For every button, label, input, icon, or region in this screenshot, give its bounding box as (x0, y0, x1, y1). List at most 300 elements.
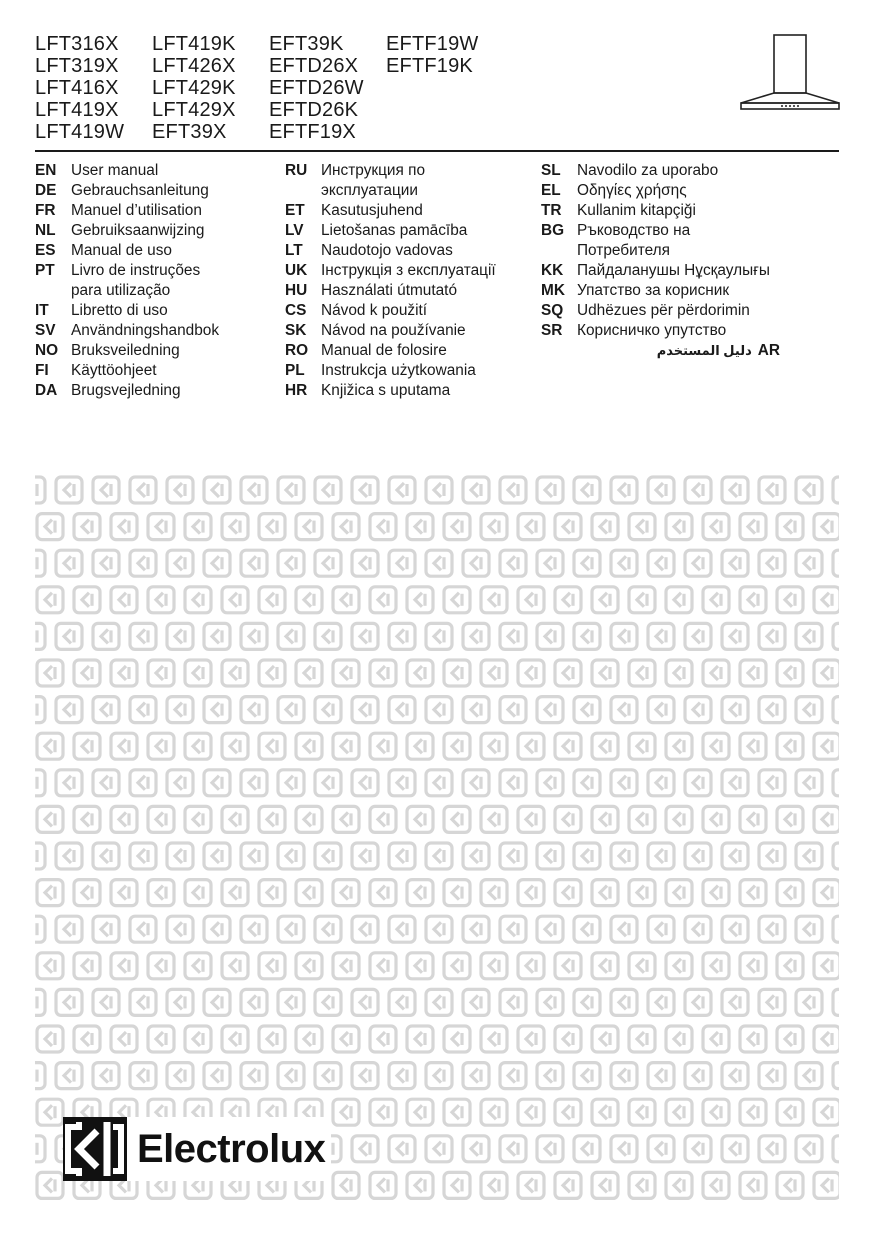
language-label: Livro de instruções (71, 262, 201, 279)
logo-tile (444, 1099, 470, 1125)
logo-tile (37, 880, 63, 906)
cooker-hood-icon (738, 34, 842, 114)
model-number: EFTD26W (269, 77, 364, 99)
logo-tile (722, 770, 748, 796)
logo-tile (74, 880, 100, 906)
logo-tile (315, 916, 341, 942)
logo-tile (167, 1063, 193, 1089)
logo-tile (352, 550, 378, 576)
logo-tile (315, 623, 341, 649)
logo-tile (370, 514, 396, 540)
logo-tile (537, 697, 563, 723)
logo-tile (111, 880, 137, 906)
logo-tile (777, 733, 803, 759)
language-item (35, 221, 219, 241)
logo-tile (833, 1063, 839, 1089)
logo-tile (537, 916, 563, 942)
model-number: EFT39K (269, 33, 344, 55)
logo-tile (333, 733, 359, 759)
logo-tile (426, 1136, 452, 1162)
logo-tile (278, 697, 304, 723)
language-label: эксплуатации (321, 182, 418, 199)
logo-tile (352, 623, 378, 649)
logo-tile (130, 843, 156, 869)
logo-tile (611, 697, 637, 723)
logo-tile (555, 1026, 581, 1052)
logo-tile (241, 550, 267, 576)
logo-tile (111, 733, 137, 759)
logo-tile (167, 770, 193, 796)
language-code: MK (541, 282, 565, 299)
language-label: Libretto di uso (71, 302, 168, 319)
language-code: UK (285, 262, 308, 279)
language-item (541, 201, 780, 221)
language-label: Пайдаланушы Нұсқаулығы (577, 262, 770, 279)
logo-tile (481, 514, 507, 540)
language-item (285, 321, 496, 341)
logo-tile (518, 587, 544, 613)
logo-tile (111, 1026, 137, 1052)
logo-tile (703, 806, 729, 832)
logo-tile (296, 1026, 322, 1052)
logo-tile (666, 1172, 692, 1198)
logo-tile (574, 623, 600, 649)
logo-tile (56, 916, 82, 942)
language-code: HU (285, 282, 308, 299)
language-label: Användningshandbok (71, 322, 220, 339)
logo-tile (518, 660, 544, 686)
logo-tile (722, 1063, 748, 1089)
model-number: EFTF19W (386, 33, 479, 55)
logo-tile (185, 806, 211, 832)
logo-tile (481, 880, 507, 906)
logo-tile (463, 1063, 489, 1089)
logo-tile (833, 550, 839, 576)
logo-tile (389, 1136, 415, 1162)
language-item (541, 301, 780, 321)
logo-tile (407, 953, 433, 979)
logo-tile (444, 1172, 470, 1198)
logo-tile (592, 660, 618, 686)
logo-tile (703, 1172, 729, 1198)
logo-tile (685, 623, 711, 649)
language-item (285, 221, 496, 241)
language-label: Návod k použití (321, 302, 428, 319)
logo-tile (278, 843, 304, 869)
logo-tile (426, 989, 452, 1015)
logo-tile (56, 697, 82, 723)
logo-tile (56, 770, 82, 796)
logo-tile (555, 1099, 581, 1125)
logo-tile (259, 953, 285, 979)
logo-tile (185, 587, 211, 613)
logo-tile (814, 1026, 839, 1052)
logo-tile (629, 1099, 655, 1125)
language-code: EL (541, 182, 561, 199)
logo-tile (370, 1026, 396, 1052)
language-code: PT (35, 262, 55, 279)
logo-tile (370, 806, 396, 832)
logo-tile (93, 770, 119, 796)
logo-tile (333, 806, 359, 832)
logo-tile (56, 1063, 82, 1089)
logo-tile (833, 989, 839, 1015)
logo-tile (148, 514, 174, 540)
logo-tile (35, 916, 45, 942)
logo-tile (444, 880, 470, 906)
logo-tile (796, 1136, 822, 1162)
logo-tile (352, 477, 378, 503)
logo-tile (648, 623, 674, 649)
logo-tile (93, 1063, 119, 1089)
logo-tile (685, 1136, 711, 1162)
logo-tile (685, 843, 711, 869)
logo-tile (481, 1026, 507, 1052)
logo-tile (222, 1026, 248, 1052)
electrolux-logo (63, 1117, 331, 1181)
logo-tile (352, 916, 378, 942)
logo-tile (796, 697, 822, 723)
logo-tile (685, 477, 711, 503)
language-item (35, 181, 219, 201)
logo-tile (592, 514, 618, 540)
logo-tile (537, 550, 563, 576)
language-code: ES (35, 242, 56, 259)
language-code: LV (285, 222, 304, 239)
logo-tile (278, 770, 304, 796)
language-label: Használati útmutató (321, 282, 458, 299)
language-label: Οδηγίες χρήσης (577, 182, 687, 199)
language-item (35, 301, 219, 321)
logo-tile (759, 770, 785, 796)
logo-tile (241, 697, 267, 723)
logo-tile (648, 477, 674, 503)
logo-tile (722, 697, 748, 723)
logo-tile (148, 1026, 174, 1052)
logo-tile (592, 733, 618, 759)
language-label: Ръководство на (577, 222, 691, 239)
logo-tile (204, 770, 230, 796)
logo-tile (611, 843, 637, 869)
logo-tile (463, 1136, 489, 1162)
logo-tile (814, 953, 839, 979)
logo-tile (759, 1063, 785, 1089)
logo-tile (389, 843, 415, 869)
logo-tile (500, 989, 526, 1015)
logo-tile (407, 733, 433, 759)
logo-tile (740, 880, 766, 906)
logo-tile (722, 477, 748, 503)
logo-tile (833, 1136, 839, 1162)
logo-tile (111, 953, 137, 979)
language-code: FR (35, 202, 56, 219)
logo-tile (389, 916, 415, 942)
logo-tile (592, 806, 618, 832)
logo-tile (833, 843, 839, 869)
logo-tile (500, 697, 526, 723)
logo-tile (703, 733, 729, 759)
logo-tile (722, 1136, 748, 1162)
model-number: LFT419W (35, 121, 125, 143)
logo-tile (740, 733, 766, 759)
language-item (285, 301, 496, 321)
logo-tile (278, 1063, 304, 1089)
language-label: Manual de uso (71, 242, 172, 259)
logo-tile (426, 550, 452, 576)
logo-tile (814, 806, 839, 832)
logo-tile (481, 733, 507, 759)
logo-tile (685, 770, 711, 796)
logo-tile (389, 1063, 415, 1089)
logo-tile (629, 514, 655, 540)
language-code: FI (35, 362, 49, 379)
logo-tile (629, 880, 655, 906)
logo-tile (204, 550, 230, 576)
language-item (541, 321, 780, 341)
logo-tile (389, 623, 415, 649)
language-item (285, 341, 496, 361)
logo-tile (703, 660, 729, 686)
logo-tile (740, 1026, 766, 1052)
model-number: EFTD26X (269, 55, 359, 77)
logo-tile (611, 477, 637, 503)
logo-tile (537, 1136, 563, 1162)
logo-tile (315, 697, 341, 723)
language-code: NO (35, 342, 59, 359)
language-item (541, 161, 780, 181)
logo-tile (537, 770, 563, 796)
logo-tile (740, 587, 766, 613)
logo-tile (35, 623, 45, 649)
logo-tile (666, 660, 692, 686)
logo-tile (833, 477, 839, 503)
logo-tile (407, 660, 433, 686)
header-divider (35, 150, 839, 152)
language-item (541, 221, 780, 241)
logo-tile (814, 880, 839, 906)
logo-tile (648, 843, 674, 869)
logo-tile (666, 806, 692, 832)
logo-tile (93, 623, 119, 649)
logo-tile (611, 550, 637, 576)
model-number: LFT419X (35, 99, 119, 121)
logo-tile (463, 477, 489, 503)
logo-tile (315, 989, 341, 1015)
logo-tile (204, 697, 230, 723)
language-label: User manual (71, 162, 159, 179)
logo-tile (222, 660, 248, 686)
language-code: EN (35, 162, 57, 179)
model-list (35, 33, 503, 143)
logo-tile (833, 623, 839, 649)
logo-tile (648, 989, 674, 1015)
language-column (35, 161, 219, 401)
logo-tile (796, 550, 822, 576)
electrolux-logo-pattern (35, 472, 839, 1204)
logo-tile (93, 916, 119, 942)
logo-tile (35, 1063, 45, 1089)
logo-tile (518, 880, 544, 906)
logo-tile (740, 660, 766, 686)
model-number: EFTF19K (386, 55, 473, 77)
logo-tile (389, 989, 415, 1015)
language-label: Gebrauchsanleitung (71, 182, 209, 199)
logo-tile (611, 770, 637, 796)
language-label: Kasutusjuhend (321, 202, 423, 219)
logo-tile (389, 477, 415, 503)
logo-tile (167, 550, 193, 576)
logo-tile (518, 1172, 544, 1198)
logo-tile (648, 770, 674, 796)
logo-tile (574, 1136, 600, 1162)
logo-tile (703, 953, 729, 979)
logo-tile (648, 550, 674, 576)
logo-tile (370, 1099, 396, 1125)
language-code: ET (285, 202, 305, 219)
language-item (285, 381, 496, 401)
logo-tile (35, 770, 45, 796)
logo-tile (333, 1172, 359, 1198)
logo-tile (537, 477, 563, 503)
language-code: RU (285, 162, 308, 179)
logo-tile (777, 880, 803, 906)
logo-tile (426, 477, 452, 503)
electrolux-logo-icon (63, 1117, 127, 1181)
logo-tile (315, 1063, 341, 1089)
logo-tile (130, 697, 156, 723)
language-label: Упатство за корисник (577, 282, 730, 299)
logo-tile (35, 697, 45, 723)
logo-tile (463, 989, 489, 1015)
logo-tile (537, 843, 563, 869)
logo-tile (37, 660, 63, 686)
logo-tile (740, 514, 766, 540)
logo-tile (796, 843, 822, 869)
logo-tile (315, 770, 341, 796)
language-label: Knjižica s uputama (321, 382, 451, 399)
logo-tile (167, 843, 193, 869)
logo-tile (592, 953, 618, 979)
logo-tile (444, 587, 470, 613)
logo-tile (611, 1063, 637, 1089)
logo-tile (148, 733, 174, 759)
language-code: SL (541, 162, 561, 179)
logo-tile (426, 916, 452, 942)
logo-tile (648, 1136, 674, 1162)
logo-tile (259, 733, 285, 759)
logo-tile (93, 697, 119, 723)
logo-tile (759, 843, 785, 869)
logo-tile (130, 989, 156, 1015)
logo-tile (111, 587, 137, 613)
logo-tile (685, 1063, 711, 1089)
logo-tile (204, 843, 230, 869)
logo-tile (796, 989, 822, 1015)
logo-tile (426, 697, 452, 723)
logo-tile (481, 1099, 507, 1125)
logo-tile (74, 587, 100, 613)
logo-tile (481, 587, 507, 613)
logo-tile (148, 660, 174, 686)
language-item (35, 261, 219, 281)
logo-tile (666, 733, 692, 759)
model-number: LFT429X (152, 99, 236, 121)
logo-tile (35, 550, 45, 576)
language-label: دليل المستخدم (656, 343, 752, 358)
logo-tile (666, 514, 692, 540)
logo-tile (722, 989, 748, 1015)
logo-tile (130, 550, 156, 576)
logo-tile (56, 550, 82, 576)
logo-tile (500, 623, 526, 649)
logo-tile (241, 916, 267, 942)
logo-tile (296, 880, 322, 906)
language-item (285, 261, 496, 281)
logo-tile (463, 770, 489, 796)
logo-tile (296, 806, 322, 832)
language-code (541, 241, 577, 261)
logo-tile (537, 623, 563, 649)
language-code: DE (35, 182, 57, 199)
logo-tile (518, 806, 544, 832)
language-label: Корисничко упутство (577, 322, 727, 339)
language-item (35, 341, 219, 361)
logo-tile (111, 514, 137, 540)
logo-tile (278, 989, 304, 1015)
logo-tile (666, 880, 692, 906)
logo-tile (352, 843, 378, 869)
logo-tile (444, 514, 470, 540)
logo-tile (37, 733, 63, 759)
logo-tile (685, 916, 711, 942)
logo-tile (592, 1099, 618, 1125)
logo-tile (703, 1099, 729, 1125)
logo-tile (629, 953, 655, 979)
logo-tile (574, 550, 600, 576)
language-label: Потребителя (577, 242, 670, 259)
brand-name: Electrolux (137, 1127, 326, 1171)
logo-tile (37, 514, 63, 540)
logo-tile (259, 1026, 285, 1052)
logo-tile (130, 916, 156, 942)
logo-tile (833, 916, 839, 942)
language-code: RO (285, 342, 309, 359)
logo-tile (185, 514, 211, 540)
logo-tile (56, 477, 82, 503)
logo-tile (574, 697, 600, 723)
language-label: Manual de folosire (321, 342, 447, 359)
language-code: IT (35, 302, 49, 319)
model-number: EFTF19X (269, 121, 356, 143)
logo-tile (814, 1099, 839, 1125)
logo-tile (426, 843, 452, 869)
logo-tile (37, 953, 63, 979)
logo-tile (666, 1099, 692, 1125)
logo-tile (370, 880, 396, 906)
language-code: AR (757, 342, 780, 359)
logo-tile (759, 916, 785, 942)
logo-tile (555, 880, 581, 906)
logo-tile (814, 587, 839, 613)
logo-tile (777, 660, 803, 686)
logo-tile (722, 550, 748, 576)
logo-tile (37, 587, 63, 613)
logo-tile (167, 989, 193, 1015)
language-label: Návod na používanie (321, 322, 466, 339)
logo-tile (574, 843, 600, 869)
logo-tile (759, 623, 785, 649)
logo-tile (296, 587, 322, 613)
